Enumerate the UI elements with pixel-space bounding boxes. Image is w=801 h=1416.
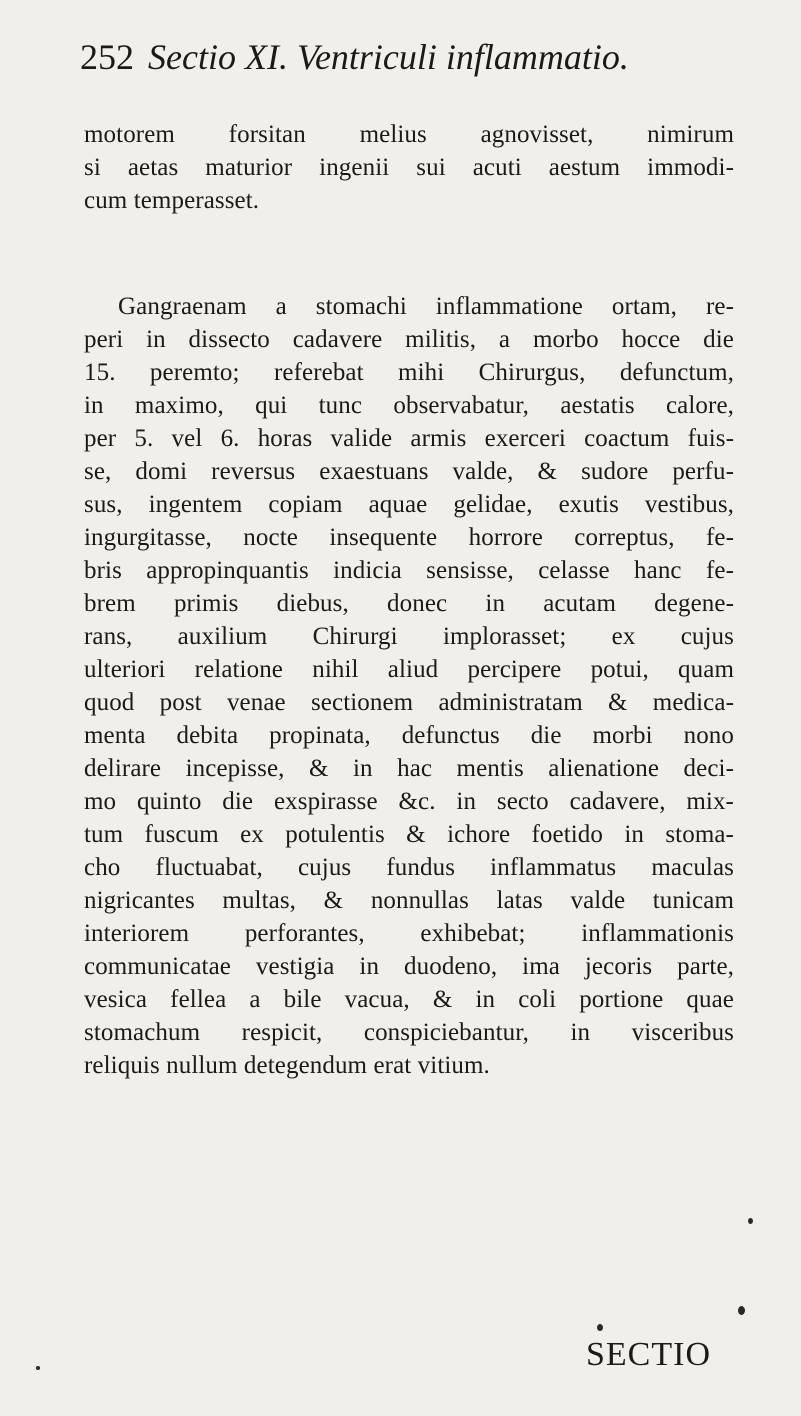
text-line: ulteriori relatione nihil aliud percipere potui, quam [84, 656, 734, 683]
text-line: menta debita propinata, defunctus die morbi nono [84, 722, 734, 749]
page-number: 252 [80, 37, 134, 77]
text-line: peri in dissecto cadavere militis, a morbo hocce die [84, 326, 734, 353]
text-line: ingurgitasse, nocte insequente horrore correptus, fe- [84, 524, 734, 551]
text-line: rans, auxilium Chirurgi implorasset; ex cujus [84, 623, 734, 650]
text-line: delirare incepisse, & in hac mentis alienatione deci- [84, 755, 734, 782]
text-line: si aetas maturior ingenii sui acuti aestum immodi- [84, 154, 734, 181]
text-line: cho fluctuabat, cujus fundus inflammatus maculas [84, 854, 734, 881]
running-head: Sectio XI. Ventriculi inflammatio. [148, 37, 629, 77]
text-line: mo quinto die exspirasse &c. in secto cadavere, mix- [84, 788, 734, 815]
ink-speck [748, 1218, 753, 1224]
text-line: communicatae vestigia in duodeno, ima jecoris parte, [84, 953, 734, 980]
text-line: nigricantes multas, & nonnullas latas valde tunicam [84, 887, 734, 914]
text-line: sus, ingentem copiam aquae gelidae, exutis vestibus, [84, 491, 734, 518]
text-line: cum temperasset. [84, 187, 260, 214]
text-line: vesica fellea a bile vacua, & in coli portione quae [84, 986, 734, 1013]
ink-speck [597, 1324, 603, 1331]
text-line: in maximo, qui tunc observabatur, aestatis calore, [84, 392, 734, 419]
page-header [80, 36, 740, 96]
text-line: se, domi reversus exaestuans valde, & sudore perfu- [84, 458, 734, 485]
text-line: bris appropinquantis indicia sensisse, celasse hanc fe- [84, 557, 734, 584]
text-line: per 5. vel 6. horas valide armis exerceri coactum fuis- [84, 425, 734, 452]
paragraph-1 [84, 118, 734, 217]
paragraph-2 [84, 290, 734, 1082]
ink-speck [738, 1306, 745, 1315]
text-line: interiorem perforantes, exhibebat; inflammationis [84, 920, 734, 947]
ink-speck [36, 1366, 40, 1370]
text-line: brem primis diebus, donec in acutam degene- [84, 590, 734, 617]
text-line: stomachum respicit, conspiciebantur, in visceribus [84, 1019, 734, 1046]
catchword: SECTIO [586, 1336, 711, 1373]
text-line: Gangraenam a stomachi inflammatione ortam, re- [118, 293, 734, 320]
text-line: tum fuscum ex potulentis & ichore foetido in stoma- [84, 821, 734, 848]
text-line: motorem forsitan melius agnovisset, nimirum [84, 121, 734, 148]
text-line: reliquis nullum detegendum erat vitium. [84, 1052, 490, 1079]
text-line: 15. peremto; referebat mihi Chirurgus, defunctum, [84, 359, 734, 386]
text-line: quod post venae sectionem administratam & medica- [84, 689, 734, 716]
